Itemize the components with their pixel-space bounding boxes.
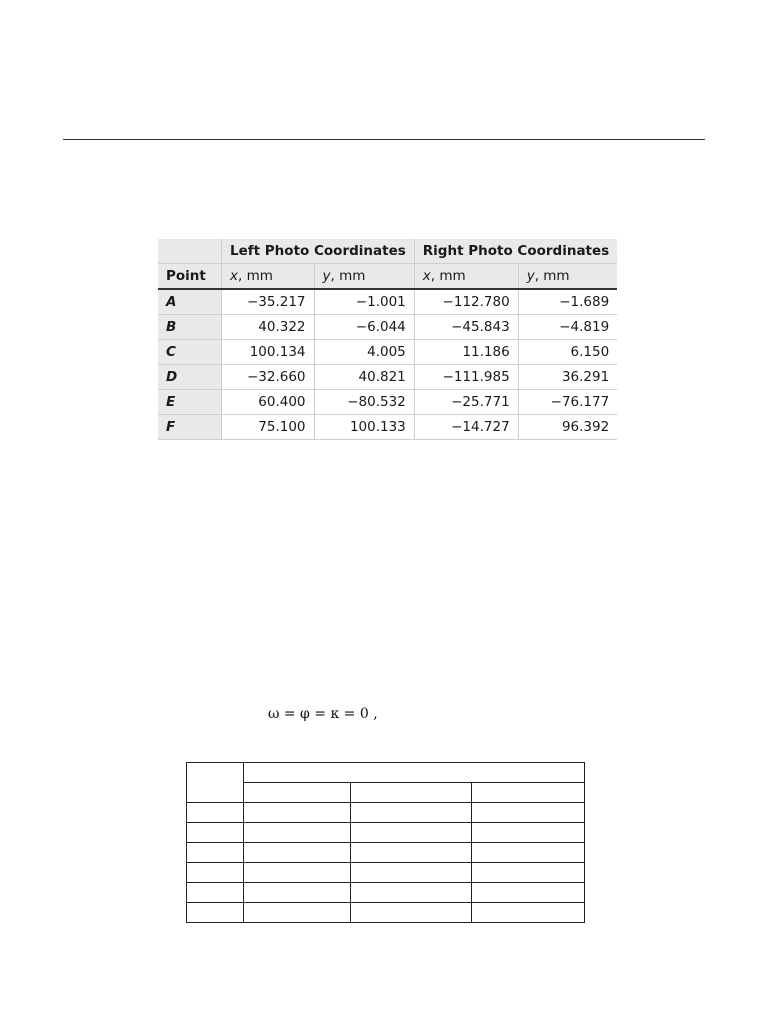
- right-y-value: −4.819: [518, 315, 617, 340]
- left-x-value: −35.217: [222, 289, 315, 315]
- table-cell: [244, 843, 351, 863]
- left-y-header: y, mm: [314, 264, 414, 290]
- table-cell: [472, 903, 585, 923]
- table-row: [158, 315, 617, 340]
- table-cell: [351, 803, 472, 823]
- table-cell: [187, 763, 244, 803]
- left-x-value: 60.400: [222, 390, 315, 415]
- left-x-value: 75.100: [222, 415, 315, 440]
- right-x-value: −14.727: [414, 415, 518, 440]
- point-header-spacer: [158, 239, 222, 264]
- left-photo-header: Left Photo Coordinates: [222, 239, 415, 264]
- table-cell: [351, 823, 472, 843]
- point-column-header: Point: [158, 264, 222, 290]
- left-y-value: −80.532: [314, 390, 414, 415]
- point-label: E: [158, 390, 222, 415]
- table-cell: [472, 803, 585, 823]
- table-row: [158, 415, 617, 440]
- table-row: [187, 863, 585, 883]
- table-row: [187, 803, 585, 823]
- left-y-value: 100.133: [314, 415, 414, 440]
- table-cell: [351, 863, 472, 883]
- table-row: [187, 823, 585, 843]
- right-x-header: x, mm: [414, 264, 518, 290]
- horizontal-rule: [63, 139, 705, 140]
- table-cell: [472, 843, 585, 863]
- table-row: [187, 763, 585, 783]
- left-x-value: 100.134: [222, 340, 315, 365]
- left-x-header: x, mm: [222, 264, 315, 290]
- table-cell: [244, 903, 351, 923]
- right-x-value: −25.771: [414, 390, 518, 415]
- table-row: [187, 903, 585, 923]
- table-cell: [351, 783, 472, 803]
- right-x-value: 11.186: [414, 340, 518, 365]
- table-row: [158, 289, 617, 315]
- table-row: [158, 390, 617, 415]
- table-row: [187, 783, 585, 803]
- table-row: [187, 883, 585, 903]
- table-cell: [187, 883, 244, 903]
- right-y-value: 96.392: [518, 415, 617, 440]
- left-y-value: 4.005: [314, 340, 414, 365]
- left-x-value: −32.660: [222, 365, 315, 390]
- table-cell: [187, 843, 244, 863]
- point-label: C: [158, 340, 222, 365]
- photo-coordinates-table: [158, 239, 617, 440]
- point-label: D: [158, 365, 222, 390]
- table-cell: [244, 803, 351, 823]
- point-label: F: [158, 415, 222, 440]
- table-cell: [472, 863, 585, 883]
- right-x-value: −45.843: [414, 315, 518, 340]
- table-cell: [244, 823, 351, 843]
- right-y-value: 6.150: [518, 340, 617, 365]
- table-cell: [244, 863, 351, 883]
- right-y-value: 36.291: [518, 365, 617, 390]
- left-y-value: 40.821: [314, 365, 414, 390]
- table-cell: [244, 883, 351, 903]
- table-cell: [187, 863, 244, 883]
- table-cell: [472, 823, 585, 843]
- table-cell: [472, 783, 585, 803]
- point-label: B: [158, 315, 222, 340]
- table-cell: [472, 883, 585, 903]
- table-cell: [244, 763, 585, 783]
- right-x-value: −112.780: [414, 289, 518, 315]
- point-label: A: [158, 289, 222, 315]
- right-y-value: −1.689: [518, 289, 617, 315]
- left-y-value: −6.044: [314, 315, 414, 340]
- rotation-angles-formula: ω = φ = κ = 0 ,: [268, 706, 378, 722]
- table-row: [187, 843, 585, 863]
- right-photo-header: Right Photo Coordinates: [414, 239, 617, 264]
- table-cell: [187, 803, 244, 823]
- table-row: [158, 365, 617, 390]
- right-y-header: y, mm: [518, 264, 617, 290]
- table-cell: [351, 883, 472, 903]
- right-x-value: −111.985: [414, 365, 518, 390]
- table-row: [158, 340, 617, 365]
- table-cell: [244, 783, 351, 803]
- table-cell: [187, 903, 244, 923]
- table-cell: [187, 823, 244, 843]
- blank-answer-table: [186, 762, 585, 923]
- table-cell: [351, 843, 472, 863]
- right-y-value: −76.177: [518, 390, 617, 415]
- table-cell: [351, 903, 472, 923]
- left-y-value: −1.001: [314, 289, 414, 315]
- left-x-value: 40.322: [222, 315, 315, 340]
